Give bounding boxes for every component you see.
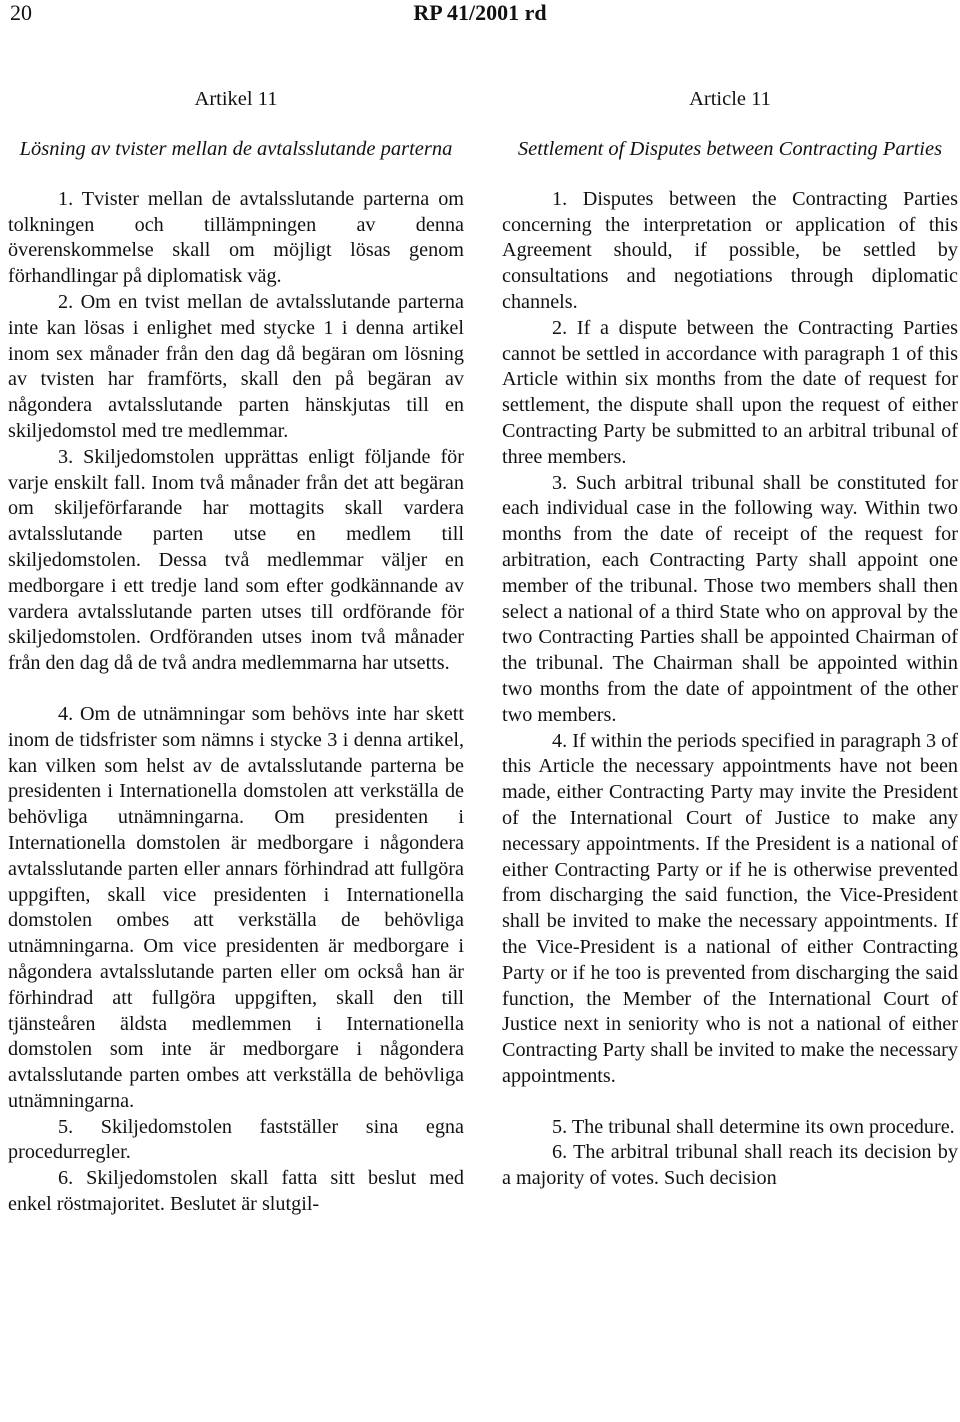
english-paragraph-6: 6. The arbitral tribunal shall reach its decision by a majority of votes. Such decision: [502, 1141, 958, 1190]
english-paragraph-2: 2. If a dispute between the Contracting Parties cannot be settled in accordance with paragraph 1 of this Article within six months from the date of request for settlement, the dispute shall upon the request of either Contracting Party be submitted to an arbitral tribunal of three members.: [502, 316, 958, 468]
article-title-swedish: Artikel 11: [194, 88, 278, 110]
swedish-column: [8, 86, 464, 1218]
article-title-english: Article 11: [689, 88, 771, 110]
english-paragraph-3: 3. Such arbitral tribunal shall be constituted for each individual case in the following way. Within two months from the date of receipt of the request for arbitration, each Contracting Party shall appoint one member of the tribunal. Those two members shall then select a national of a third State who on approval by the two Contracting Parties shall be appointed Chairman of the tribunal. The Chairman shall be appointed within two months from the date of appointment of the other two members.: [502, 471, 958, 726]
english-paragraph-5: 5. The tribunal shall determine its own procedure.: [552, 1115, 955, 1138]
page-number: 20: [10, 0, 32, 25]
article-subtitle-english: Settlement of Disputes between Contracting Parties: [517, 138, 943, 160]
swedish-paragraph-3: 3. Skiljedomstolen upprättas enligt följande för varje enskilt fall. Inom två månader från det att begäran om skiljeförfarande har mottagits skall vardera avtalsslutande parten utse en medlem till skiljedomstolen. Dessa två medlemmar väljer en medborgare i ett tredje land som efter godkännande av vardera avtalsslutande parten utses till ordförande för skiljedomstolen. Ordföranden utses inom två månader från den dag då de två andra medlemmarna har utsetts.: [8, 445, 464, 675]
swedish-paragraph-5: 5. Skiljedomstolen fastställer sina egna procedurregler.: [8, 1115, 464, 1164]
swedish-paragraph-4: 4. Om de utnämningar som behövs inte har skett inom de tidsfrister som nämns i stycke 3 i denna artikel, kan vilken som helst av de avtalsslutande parterna be presidenten i Internationella domstolen att verkställa de behövliga utnämningarna. Om presidenten i Internationella domstolen är medborgare i någondera avtalsslutande parten eller annars förhindrad att fullgöra uppgiften, skall vice presidenten i Internationella domstolen ombes att verkställa de behövliga utnämningarna. Om vice presidenten är medborgare i någondera avtalsslutande parten eller om också han är förhindrad att fullgöra uppgiften, skall den till tjänsteåren äldsta medlemmen i Internationella domstolen som inte är medborgare i någondera avtalsslutande parten ombes att verkställa de behövliga utnämningarna.: [8, 702, 464, 1112]
swedish-paragraph-1: 1. Tvister mellan de avtalsslutande parterna om tolkningen och tillämpningen av denna överenskommelse skall om möjligt lösas genom förhandlingar på diplomatisk väg.: [8, 187, 464, 288]
document-code: RP 41/2001 rd: [413, 0, 547, 25]
english-paragraph-4: 4. If within the periods specified in paragraph 3 of this Article the necessary appointments have not been made, either Contracting Party may invite the President of the International Court of Justice to make any necessary appointments. If the President is a national of either Contracting Party or if he is otherwise prevented from discharging the said function, the Vice-President shall be invited to make the necessary appointments. If the Vice-President is a national of either Contracting Party or if he too is prevented from discharging the said function, the Member of the International Court of Justice next in seniority who is not a national of either Contracting Party shall be invited to make the necessary appointments.: [502, 729, 958, 1087]
english-column: [502, 86, 958, 1192]
article-subtitle-swedish: Lösning av tvister mellan de avtalsslutande parterna: [19, 138, 453, 160]
swedish-paragraph-6: 6. Skiljedomstolen skall fatta sitt beslut med enkel röstmajoritet. Beslutet är slutgil-: [8, 1167, 464, 1216]
english-paragraph-1: 1. Disputes between the Contracting Parties concerning the interpretation or application of this Agreement should, if possible, be settled by consultations and negotiations through diplomatic channels.: [502, 187, 958, 313]
swedish-paragraph-2: 2. Om en tvist mellan de avtalsslutande parterna inte kan lösas i enlighet med stycke 1 i denna artikel inom sex månader från den dag då begäran om lösning av tvisten har framförts, skall den på begäran av någondera avtalsslutande parten hänskjutas till en skiljedomstol med tre medlemmar.: [8, 290, 464, 442]
